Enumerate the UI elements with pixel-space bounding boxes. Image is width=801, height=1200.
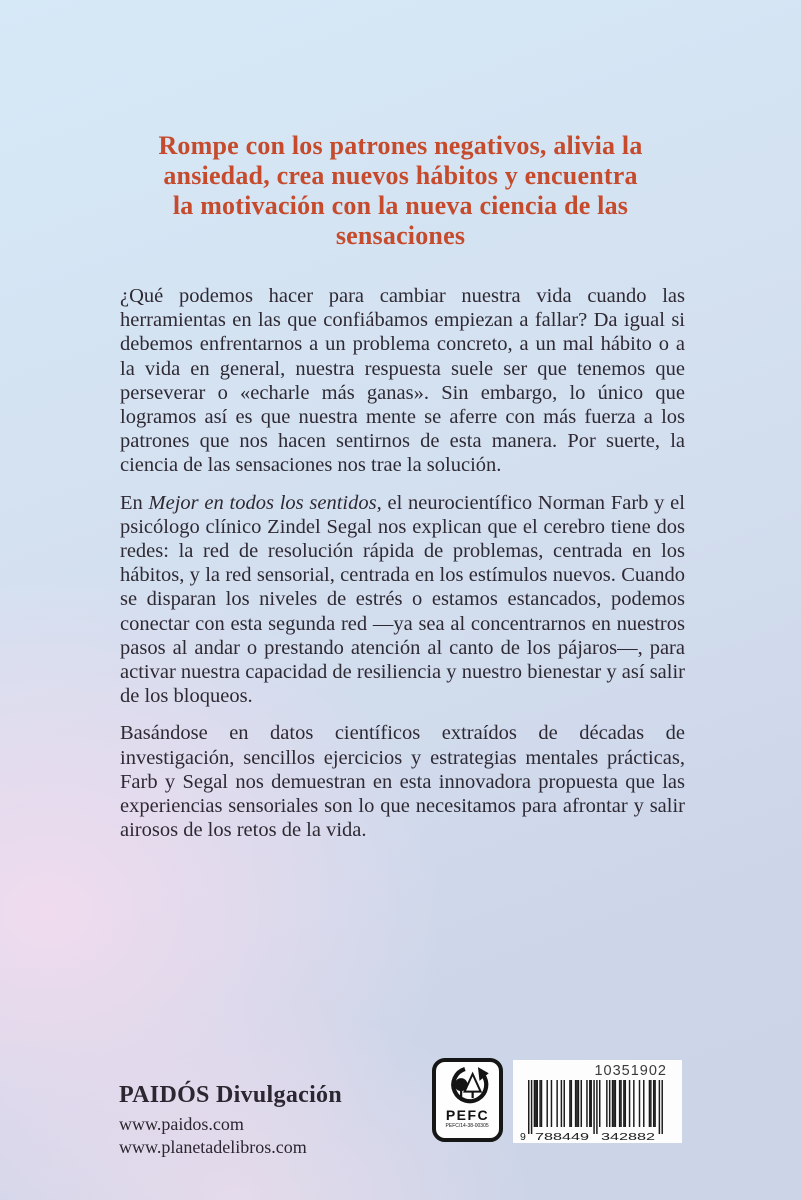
synopsis-paragraph-2 — [120, 491, 685, 709]
barcode-sku: 10351902 — [594, 1063, 667, 1079]
svg-text:342882: 342882 — [601, 1131, 656, 1142]
paragraph-2-rest: el neurocientífico Norman Farb y el psicólogo clínico Zindel Segal nos explican que el cerebro tiene dos redes: la red de resolución rápida de problemas, centrada en los hábitos, y la red sensorial, centrada en los estímulos nuevos. Cuando se disparan los niveles de estrés o estamos estancados, podemos conectar con esta segunda red —ya sea al concentrarnos en nuestros pasos al andar o prestando atención al canto de los pájaros—, para activar nuestra capacidad de resiliencia y nuestro bienestar y así salir de los bloqueos. — [120, 491, 685, 708]
svg-text:788449: 788449 — [535, 1131, 590, 1142]
pefc-label: PEFC — [445, 1107, 490, 1123]
pefc-license-code: PEFC/14-38-00305 — [445, 1123, 490, 1129]
synopsis-paragraph-1: ¿Qué podemos hacer para cambiar nuestra vida cuando las herramientas en las que confiábamos empiezan a fallar? Da igual si debemos enfrentarnos a un problema concreto, a un mal hábito o a la vida en general, nuestra respuesta suele ser que tenemos que perseverar o «echarle más ganas». Sin embargo, lo único que logramos así es que nuestra mente se aferre con más fuerza a los patrones que nos hacen sentirnos de esta manera. Por suerte, la ciencia de las sensaciones nos trae la solución. — [120, 285, 685, 477]
barcode-panel — [513, 1060, 682, 1143]
ean-barcode — [520, 1080, 672, 1142]
publisher-url: www.paidos.com — [119, 1114, 244, 1134]
synopsis-paragraph-3: Basándose en datos científicos extraídos de décadas de investigación, sencillos ejercicios y estrategias mentales prácticas, Farb y Segal nos demuestran en esta innovadora propuesta que las experiencias sensoriales son lo que necesitamos para afrontar y salir airosos de los retos de la vida. — [120, 722, 685, 842]
headline-line: Rompe con los patrones negativos, alivia la — [158, 131, 643, 160]
headline-line: sensaciones — [335, 221, 466, 250]
publisher-block — [119, 1082, 342, 1158]
synopsis-text — [120, 284, 685, 842]
headline-line: la motivación con la nueva ciencia de las — [172, 191, 629, 220]
publisher-url: www.planetadelibros.com — [119, 1136, 307, 1157]
headline — [0, 131, 801, 251]
svg-text:9: 9 — [520, 1131, 526, 1142]
pefc-trees-recycle-icon — [445, 1066, 491, 1108]
headline-line: ansiedad, crea nuevos hábitos y encuentra — [163, 161, 638, 190]
paragraph-2-prefix: En — [120, 491, 149, 514]
publisher-imprint: PAIDÓS Divulgación — [119, 1082, 342, 1108]
book-title: Mejor en todos los sentidos, — [148, 491, 382, 514]
pefc-certification-badge — [432, 1058, 503, 1142]
